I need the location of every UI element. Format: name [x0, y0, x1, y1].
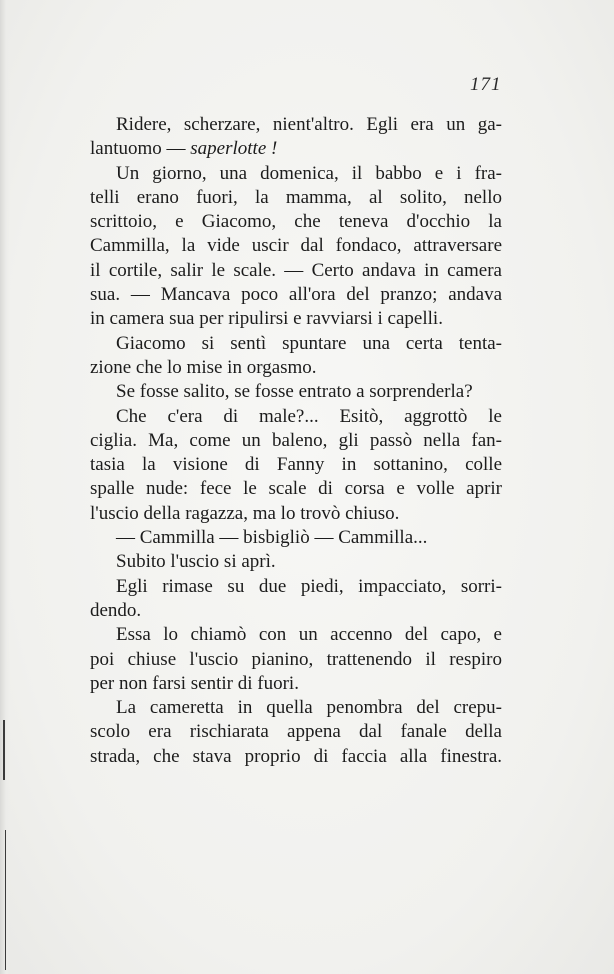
- text-line: Egli rimase su due piedi, impacciato, sorri-: [116, 575, 502, 597]
- text-line: poi chiuse l'uscio pianino, trattenendo il respiro: [90, 648, 502, 670]
- text-line: Ridere, scherzare, nient'altro. Egli era un ga-: [116, 114, 502, 135]
- paragraph: [90, 575, 502, 624]
- spine-mark: [3, 720, 5, 780]
- text-line: per non farsi sentir di fuori.: [90, 672, 299, 694]
- paragraph: [90, 405, 502, 526]
- text-line: il cortile, salir le scale. — Certo andava in camera: [90, 259, 502, 281]
- text-line: spalle nude: fece le scale di corsa e volle aprir: [90, 478, 502, 500]
- paragraph: [90, 162, 502, 332]
- text-line: zione che lo mise in orgasmo.: [90, 356, 317, 378]
- text-line: in camera sua per ripulirsi e ravviarsi i capelli.: [90, 308, 443, 330]
- text-line: Giacomo si sentì spuntare una certa tenta-: [116, 332, 502, 354]
- text-line: scolo era rischiarata appena dal fanale della: [90, 721, 502, 743]
- paragraph: [90, 380, 502, 404]
- paragraph: [90, 332, 502, 381]
- text-line: telli erano fuori, la mamma, al solito, nello: [90, 186, 502, 208]
- text-line: — Cammilla — bisbigliò — Cammilla...: [116, 527, 428, 549]
- text-line: scrittoio, e Giacomo, che teneva d'occhio la: [90, 211, 502, 233]
- text-line: strada, che stava proprio di faccia alla finestra.: [90, 745, 502, 767]
- paragraph: [90, 550, 502, 574]
- text-line: Se fosse salito, se fosse entrato a sorprenderla?: [116, 381, 473, 403]
- italic-text: saperlotte !: [190, 138, 278, 160]
- text-line: Essa lo chiamò con un accenno del capo, e: [116, 624, 502, 646]
- text-line: tasia la visione di Fanny in sottanino, colle: [90, 454, 502, 476]
- text-line: dendo.: [90, 599, 142, 621]
- spine-mark: [5, 830, 6, 970]
- paragraph: [90, 696, 502, 769]
- page-spine-edge: [0, 0, 10, 974]
- text-line: La cameretta in quella penombra del crepu-: [116, 697, 502, 719]
- text-line: Cammilla, la vide uscir dal fondaco, attraversare: [90, 235, 502, 257]
- text-line: ciglia. Ma, come un baleno, gli passò nella fan-: [90, 429, 502, 451]
- text-line: Che c'era di male?... Esitò, aggrottò le: [116, 405, 502, 427]
- text-line: sua. — Mancava poco all'ora del pranzo; andava: [90, 284, 502, 306]
- text-line: [90, 137, 502, 161]
- paragraph: [90, 623, 502, 696]
- text-line: l'uscio della ragazza, ma lo trovò chiuso.: [90, 502, 400, 524]
- body-text: [90, 113, 502, 769]
- paragraph: [90, 526, 502, 550]
- page-number: 171: [470, 74, 502, 95]
- text-line: Un giorno, una domenica, il babbo e i fra-: [116, 162, 502, 184]
- paragraph: [90, 113, 502, 162]
- text-line: Subito l'uscio si aprì.: [116, 551, 276, 573]
- text-segment: lantuomo —: [90, 138, 191, 160]
